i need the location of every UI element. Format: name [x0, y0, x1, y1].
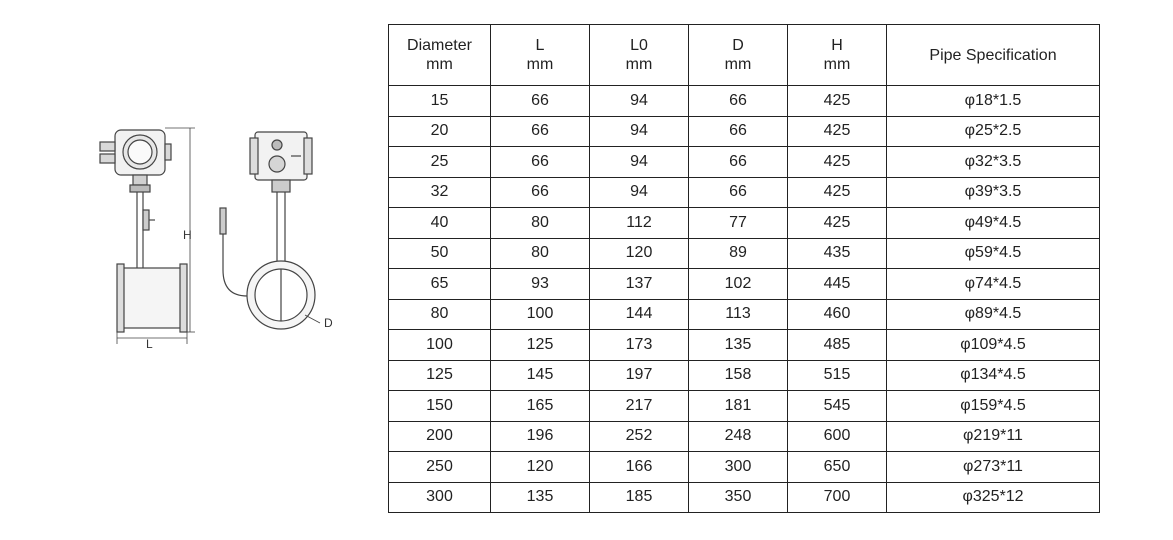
l0-cell: 166 [590, 452, 689, 483]
l-cell: 100 [491, 299, 590, 330]
diameter-cell: 100 [389, 330, 491, 361]
h-cell: 425 [788, 177, 887, 208]
pipe-spec-cell: φ74*4.5 [887, 269, 1100, 300]
d-cell: 77 [689, 208, 788, 239]
l0-cell: 144 [590, 299, 689, 330]
d-cell: 350 [689, 482, 788, 513]
table-row [389, 147, 1100, 178]
l-cell: 80 [491, 238, 590, 269]
pipe-spec-cell: φ159*4.5 [887, 391, 1100, 422]
pipe-spec-cell: φ39*3.5 [887, 177, 1100, 208]
l-cell: 80 [491, 208, 590, 239]
diameter-cell: 25 [389, 147, 491, 178]
l-cell: 120 [491, 452, 590, 483]
l0-cell: 94 [590, 86, 689, 117]
h-cell: 425 [788, 116, 887, 147]
pipe-spec-cell: φ89*4.5 [887, 299, 1100, 330]
l-cell: 93 [491, 269, 590, 300]
header-diameter: Diameter mm [389, 25, 491, 86]
header-d: D mm [689, 25, 788, 86]
side-view [220, 132, 320, 329]
table-row [389, 391, 1100, 422]
diameter-cell: 150 [389, 391, 491, 422]
pipe-spec-cell: φ325*12 [887, 482, 1100, 513]
l-cell: 66 [491, 86, 590, 117]
l-cell: 196 [491, 421, 590, 452]
pipe-spec-cell: φ134*4.5 [887, 360, 1100, 391]
h-cell: 425 [788, 147, 887, 178]
h-cell: 485 [788, 330, 887, 361]
l0-cell: 94 [590, 116, 689, 147]
header-h: H mm [788, 25, 887, 86]
height-dimension-label: H [183, 228, 192, 242]
table-row [389, 208, 1100, 239]
l0-cell: 94 [590, 177, 689, 208]
d-cell: 89 [689, 238, 788, 269]
h-cell: 445 [788, 269, 887, 300]
l0-cell: 120 [590, 238, 689, 269]
table-row [389, 482, 1100, 513]
table-row [389, 452, 1100, 483]
d-cell: 181 [689, 391, 788, 422]
l-cell: 125 [491, 330, 590, 361]
h-cell: 600 [788, 421, 887, 452]
flowmeter-diagram [95, 120, 345, 350]
d-cell: 113 [689, 299, 788, 330]
length-dimension-label: L [146, 337, 153, 350]
diameter-cell: 15 [389, 86, 491, 117]
header-l0: L0 mm [590, 25, 689, 86]
l0-cell: 137 [590, 269, 689, 300]
front-view [100, 128, 195, 344]
table-row [389, 421, 1100, 452]
l0-cell: 217 [590, 391, 689, 422]
d-cell: 158 [689, 360, 788, 391]
h-cell: 425 [788, 208, 887, 239]
l-cell: 135 [491, 482, 590, 513]
d-cell: 66 [689, 116, 788, 147]
d-cell: 66 [689, 147, 788, 178]
pipe-spec-cell: φ32*3.5 [887, 147, 1100, 178]
d-cell: 300 [689, 452, 788, 483]
d-cell: 135 [689, 330, 788, 361]
h-cell: 515 [788, 360, 887, 391]
diameter-cell: 32 [389, 177, 491, 208]
l-cell: 66 [491, 116, 590, 147]
l-cell: 66 [491, 177, 590, 208]
diameter-cell: 300 [389, 482, 491, 513]
table-row [389, 86, 1100, 117]
table-body [389, 86, 1100, 513]
table-header-row [389, 25, 1100, 86]
l0-cell: 197 [590, 360, 689, 391]
l0-cell: 173 [590, 330, 689, 361]
flowmeter-dimension-drawing [95, 120, 345, 350]
l-cell: 165 [491, 391, 590, 422]
h-cell: 435 [788, 238, 887, 269]
table-row [389, 330, 1100, 361]
h-cell: 545 [788, 391, 887, 422]
table-row [389, 116, 1100, 147]
diameter-cell: 125 [389, 360, 491, 391]
l0-cell: 185 [590, 482, 689, 513]
h-cell: 425 [788, 86, 887, 117]
pipe-spec-cell: φ25*2.5 [887, 116, 1100, 147]
diameter-cell: 40 [389, 208, 491, 239]
pipe-spec-cell: φ59*4.5 [887, 238, 1100, 269]
d-cell: 66 [689, 86, 788, 117]
h-cell: 650 [788, 452, 887, 483]
pipe-spec-cell: φ49*4.5 [887, 208, 1100, 239]
diameter-cell: 50 [389, 238, 491, 269]
pipe-spec-cell: φ219*11 [887, 421, 1100, 452]
diameter-cell: 250 [389, 452, 491, 483]
dimension-specification-table [388, 24, 1100, 513]
table-row [389, 269, 1100, 300]
pipe-spec-cell: φ18*1.5 [887, 86, 1100, 117]
header-l: L mm [491, 25, 590, 86]
l0-cell: 94 [590, 147, 689, 178]
diameter-cell: 80 [389, 299, 491, 330]
l-cell: 66 [491, 147, 590, 178]
d-cell: 102 [689, 269, 788, 300]
pipe-spec-cell: φ273*11 [887, 452, 1100, 483]
diameter-cell: 20 [389, 116, 491, 147]
l0-cell: 252 [590, 421, 689, 452]
h-cell: 460 [788, 299, 887, 330]
h-cell: 700 [788, 482, 887, 513]
table-row [389, 299, 1100, 330]
diameter-cell: 65 [389, 269, 491, 300]
header-pipe-specification: Pipe Specification [887, 25, 1100, 86]
pipe-spec-cell: φ109*4.5 [887, 330, 1100, 361]
l-cell: 145 [491, 360, 590, 391]
table-row [389, 177, 1100, 208]
table-row [389, 360, 1100, 391]
table-row [389, 238, 1100, 269]
diameter-cell: 200 [389, 421, 491, 452]
l0-cell: 112 [590, 208, 689, 239]
diameter-dimension-label: D [324, 316, 333, 330]
d-cell: 66 [689, 177, 788, 208]
d-cell: 248 [689, 421, 788, 452]
